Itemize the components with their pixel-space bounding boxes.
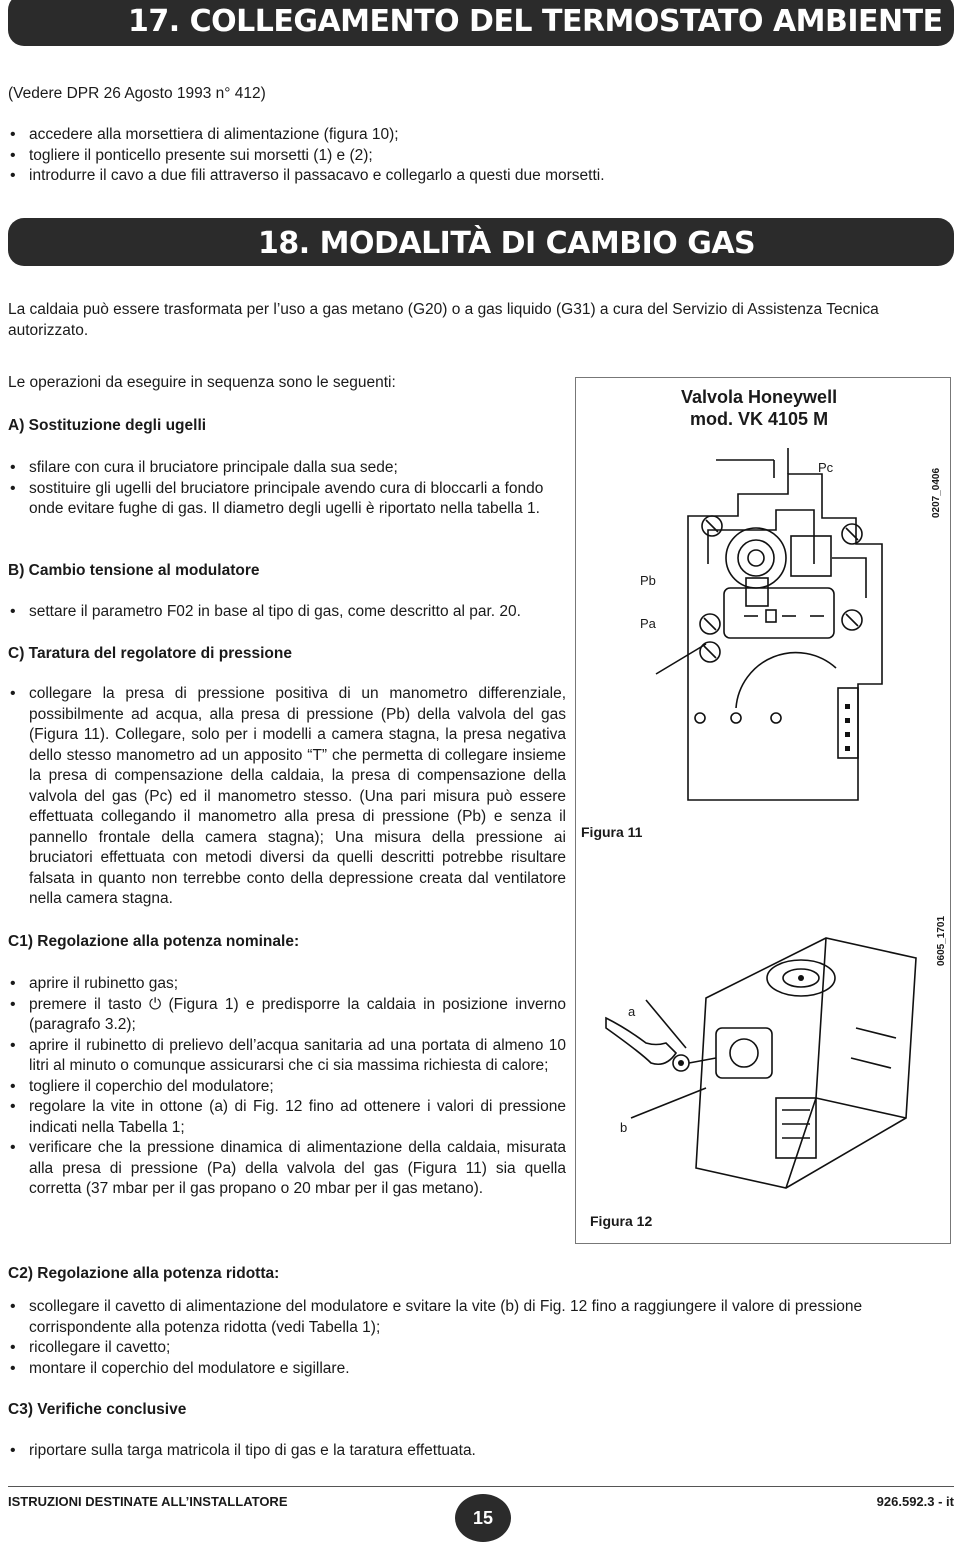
heading-c: C) Taratura del regolatore di pressione — [8, 645, 292, 662]
list-item: • sostituire gli ugelli del bruciatore principale avendo cura di bloccarli a fondo onde evitare fughe di gas. Il diametro degli ugelli è riportato nella tabella 1. — [8, 479, 566, 520]
list-item: • aprire il rubinetto gas; — [8, 974, 566, 995]
list-c — [8, 684, 566, 910]
list-item: • ricollegare il cavetto; — [8, 1338, 954, 1359]
page-number: 15 — [455, 1494, 511, 1542]
label-pa: Pa — [640, 616, 656, 631]
dpr-reference: (Vedere DPR 26 Agosto 1993 n° 412) — [8, 85, 266, 102]
heading-c3: C3) Verifiche conclusive — [8, 1401, 187, 1418]
label-pc: Pc — [818, 460, 834, 475]
footer-rule — [8, 1486, 954, 1487]
section-18-intro: La caldaia può essere trasformata per l’uso a gas metano (G20) o a gas liquido (G31) a cura del Servizio di Assistenza Tecnica autorizzato. — [8, 301, 879, 339]
list-item: • montare il coperchio del modulatore e sigillare. — [8, 1359, 954, 1380]
list-c3 — [8, 1441, 954, 1462]
heading-c2: C2) Regolazione alla potenza ridotta: — [8, 1265, 280, 1282]
valve-drawing — [626, 448, 916, 808]
figure-code-1: 0207_0406 — [931, 467, 942, 518]
list-item: • introdurre il cavo a due fili attraverso il passacavo e collegarlo a questi due morsetti. — [8, 166, 948, 187]
modulator-drawing — [586, 918, 926, 1218]
list-item: • collegare la presa di pressione positiva di un manometro differenziale, possibilmente ad acqua, alla presa di pressione (Pb) della valvola del gas (Figura 11). Collegare, solo per i modelli a camera stagna, la presa negativa dello stesso manometro ad un apposito “T” che permetta di collegare insieme la presa di compensazione della caldaia, la presa di compensazione della valvola del gas (Pc) ed il manometro stesso. (Una pari misura può essere effettuata collegando il manometro alla presa di pressione (Pb) e senza il pannello frontale della camera stagna); Una misura della pressione ai bruciatori effettuata con metodi diversi da quelli descritti potrebbe risultare falsata in quanto non terrebbe conto della depressione creata dal ventilatore nella camera stagna. — [8, 684, 566, 910]
heading-a: A) Sostituzione degli ugelli — [8, 417, 207, 434]
list-item: • verificare che la pressione dinamica di alimentazione della caldaia, misurata alla presa di pressione (Pa) della valvola del gas (Figura 11) sia quella corretta (37 mbar per il gas propano o 20 mbar per il gas metano). — [8, 1138, 566, 1200]
figure-code-2: 0605_1701 — [936, 915, 947, 966]
label-a: a — [628, 1004, 636, 1019]
figure-title-line2: mod. VK 4105 M — [690, 409, 829, 429]
list-item: • riportare sulla targa matricola il tipo di gas e la taratura effettuata. — [8, 1441, 954, 1462]
section-17-list — [8, 125, 948, 187]
label-b: b — [620, 1120, 628, 1135]
section-18-banner — [8, 218, 954, 266]
list-item: • regolare la vite in ottone (a) di Fig. 12 fino ad ottenere i valori di pressione indicati nella Tabella 1; — [8, 1097, 566, 1138]
list-b — [8, 602, 566, 623]
list-item: • sfilare con cura il bruciatore principale dalla sua sede; — [8, 458, 566, 479]
heading-c1: C1) Regolazione alla potenza nominale: — [8, 933, 300, 950]
figure-11-label: Figura 11 — [581, 824, 643, 840]
section-17-banner — [8, 0, 954, 46]
figure-title — [681, 386, 837, 430]
footer-left: ISTRUZIONI DESTINATE ALL’INSTALLATORE — [8, 1494, 288, 1509]
footer-right: 926.592.3 - it — [876, 1494, 954, 1509]
list-item: • scollegare il cavetto di alimentazione del modulatore e svitare la vite (b) di Fig. 12 fino a raggiungere il valore di pressione corrispondente alla potenza ridotta (vedi Tabella 1); — [8, 1297, 954, 1338]
section-18-title: 18. MODALITÀ DI CAMBIO GAS — [258, 226, 756, 261]
figure-title-line1: Valvola Honeywell — [681, 387, 838, 407]
list-item: • aprire il rubinetto di prelievo dell’acqua sanitaria ad una portata di almeno 10 litri al minuto o comunque assicurarsi che ci sia massima richiesta di calore; — [8, 1036, 566, 1077]
label-pb: Pb — [640, 573, 656, 588]
list-c1 — [8, 974, 566, 1200]
list-a — [8, 458, 566, 520]
list-item: • togliere il ponticello presente sui morsetti (1) e (2); — [8, 146, 948, 167]
list-item: • togliere il coperchio del modulatore; — [8, 1077, 566, 1098]
figure-12-label: Figura 12 — [590, 1213, 653, 1229]
list-c2 — [8, 1297, 954, 1379]
list-item: • premere il tasto ⏻ (Figura 1) e predisporre la caldaia in posizione inverno (paragrafo 3.2); — [8, 995, 566, 1036]
list-item: • accedere alla morsettiera di alimentazione (figura 10); — [8, 125, 948, 146]
list-item: • settare il parametro F02 in base al tipo di gas, come descritto al par. 20. — [8, 602, 566, 623]
sequence-text: Le operazioni da eseguire in sequenza sono le seguenti: — [8, 374, 396, 391]
heading-b: B) Cambio tensione al modulatore — [8, 562, 260, 579]
figure-panel — [575, 377, 951, 1244]
section-17-title: 17. COLLEGAMENTO DEL TERMOSTATO AMBIENTE — [128, 4, 943, 39]
